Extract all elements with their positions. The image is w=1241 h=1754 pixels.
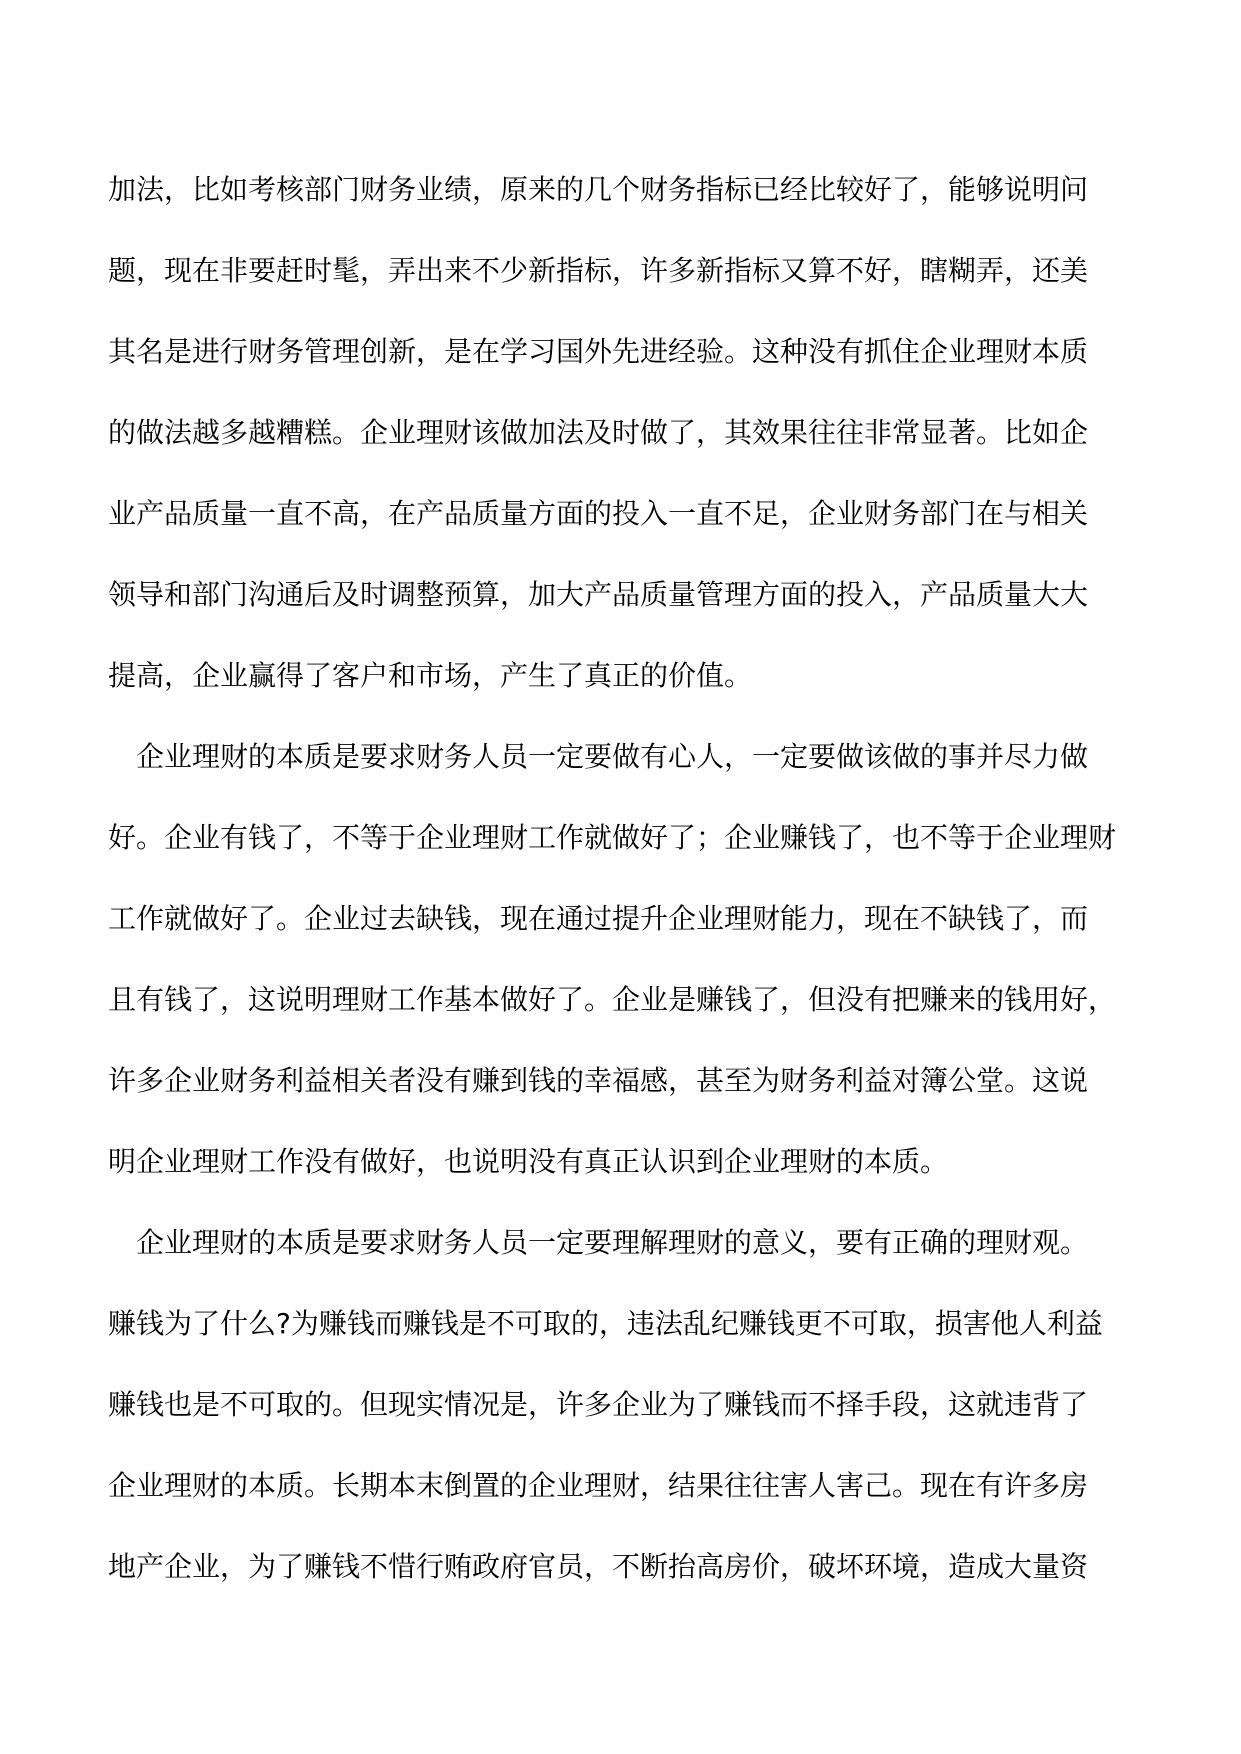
text-line: 赚钱为了什么?为赚钱而赚钱是不可取的，违法乱纪赚钱更不可取，损害他人利益: [108, 1307, 1103, 1340]
text-line: 赚钱也是不可取的。但现实情况是，许多企业为了赚钱而不择手段，这就违背了: [108, 1388, 1089, 1421]
text-line: 领导和部门沟通后及时调整预算，加大产品质量管理方面的投入，产品质量大大: [108, 578, 1089, 611]
text-line: 业产品质量一直不高，在产品质量方面的投入一直不足，企业财务部门在与相关: [108, 497, 1089, 530]
text-line: 工作就做好了。企业过去缺钱，现在通过提升企业理财能力，现在不缺钱了，而: [108, 902, 1089, 935]
paragraph-first-line: 企业理财的本质是要求财务人员一定要做有心人，一定要做该做的事并尽力做: [136, 740, 1089, 773]
text-line: 的做法越多越糟糕。企业理财该做加法及时做了，其效果往往非常显著。比如企: [108, 416, 1089, 449]
text-line: 企业理财的本质。长期本末倒置的企业理财，结果往往害人害己。现在有许多房: [108, 1469, 1089, 1502]
text-line: 明企业理财工作没有做好，也说明没有真正认识到企业理财的本质。: [108, 1145, 949, 1178]
text-line: 且有钱了，这说明理财工作基本做好了。企业是赚钱了，但没有把赚来的钱用好，: [108, 983, 1117, 1016]
text-line: 许多企业财务利益相关者没有赚到钱的幸福感，甚至为财务利益对簿公堂。这说: [108, 1064, 1089, 1097]
text-line: 加法，比如考核部门财务业绩，原来的几个财务指标已经比较好了，能够说明问: [108, 173, 1089, 206]
text-line: 好。企业有钱了，不等于企业理财工作就做好了；企业赚钱了，也不等于企业理财: [108, 821, 1117, 854]
text-line: 其名是进行财务管理创新，是在学习国外先进经验。这种没有抓住企业理财本质: [108, 335, 1089, 368]
text-line: 题，现在非要赶时髦，弄出来不少新指标，许多新指标又算不好，瞎糊弄，还美: [108, 254, 1089, 287]
paragraph-first-line: 企业理财的本质是要求财务人员一定要理解理财的意义，要有正确的理财观。: [136, 1226, 1089, 1259]
body-text: [108, 149, 1138, 1607]
text-line: 提高，企业赢得了客户和市场，产生了真正的价值。: [108, 659, 753, 692]
text-line: 地产企业，为了赚钱不惜行贿政府官员，不断抬高房价，破坏环境，造成大量资: [108, 1550, 1089, 1583]
